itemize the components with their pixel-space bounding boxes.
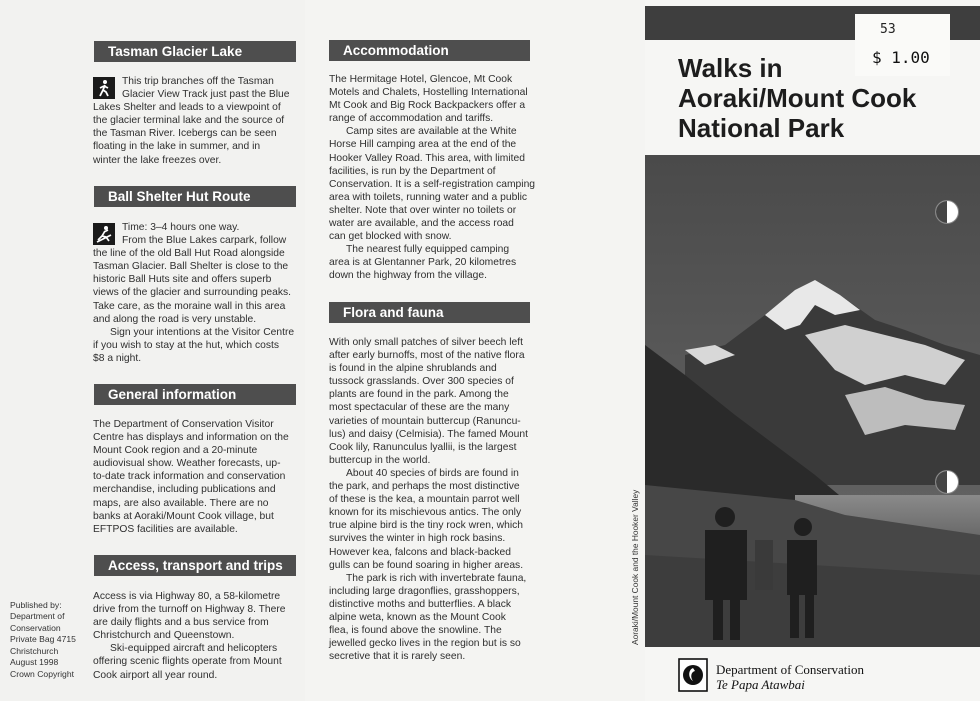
general-line: Mount Cook region and a 20-minute [93,445,258,457]
flora-line: alpine weta, known as the Mount Cook [329,611,506,623]
flora-line: The park is rich with invertebrate fauna, [346,572,527,584]
accommodation-line: facilities, is run by the Department of [329,165,496,177]
ball-heading: Ball Shelter Hut Route [94,186,296,207]
accommodation-line: Horse Hill camping area at the end of the [329,139,517,151]
ball-text [93,221,298,365]
flora-line: flea, is found above the snowline. The [329,625,502,637]
flora-line: With only small patches of silver beech left [329,337,524,348]
flora-line: lus) and daisy (Celmisia). The famed Mount [329,428,528,440]
access-line: Ski-equipped aircraft and helicopters [110,643,278,655]
tasman-line: Glacier View Track just past the Blue [122,89,290,101]
flora-line: is found in the alpine shrublands and [329,363,497,375]
access-line: are daily flights and a bus service from [93,617,269,629]
page-title [678,53,916,143]
flora-line: tussock grasslands. Over 300 species of [329,376,514,388]
tasman-line: winter the lake freezes over. [93,154,222,166]
general-line: banks at Aoraki/Mount Cook village, but [93,510,274,522]
flora-line: the park, and perhaps the most distinctive [329,481,520,493]
flora-line: most spectacular of these are the many [329,402,510,414]
general-line: The Department of Conservation Visitor [93,419,274,430]
title-line: Aoraki/Mount Cook [678,83,917,113]
ball-line: the line of the old Ball Hut Road alongside [93,248,285,260]
org-name: Department of Conservation [716,662,865,677]
flora-line: varieties of mountain buttercup (Ranuncu- [329,415,521,427]
flora-line: distinctive moths and butterflies. A black [329,598,512,610]
ball-line: Sign your intentions at the Visitor Centre [110,326,295,338]
access-line: Cook airport all year round. [93,669,218,681]
publisher-line: Department of [10,611,65,622]
access-text [93,590,301,682]
access-line: offering scenic flights operate from Mount [93,656,282,668]
accommodation-line: area is at Glentanner Park, 20 kilometres [329,257,517,269]
org-maori-name: Te Papa Atawbai [716,677,805,692]
general-line: EFTPOS facilities are available. [93,523,238,535]
accommodation-line: can get blocked with snow. [329,231,452,243]
accommodation-line: water are available, and the access road [329,218,514,230]
access-line: Christchurch and Queenstown. [93,630,235,642]
doc-fern-logo-icon [678,658,708,692]
flora-line: plants are found in the park. Among the [329,389,509,401]
tasman-line: This trip branches off the Tasman [122,76,274,87]
flora-line: secretive that it is rarely seen. [329,651,466,663]
ball-line: if you wish to stay at the hut, which costs [93,339,280,351]
ball-line: $8 a night. [93,352,142,364]
flora-line: gulls can be found soaring in higher areas. [329,559,524,571]
flora-line: of these is the kea, a mountain parrot well [329,494,520,506]
tasman-text [93,75,298,167]
access-line: drive from the turnoff on Highway 8. There [93,604,286,616]
general-line: audiovisual show. Weather forecasts, up- [93,458,281,470]
accommodation-line: The nearest fully equipped camping [346,244,510,256]
general-heading: General information [94,384,296,405]
flora-line: However kea, falcons and black-backed [329,546,512,558]
accommodation-line: Hooker Valley Road. This area, with limited [329,152,525,164]
punch-hole [935,470,959,494]
title-line: National Park [678,113,845,143]
flora-line: true alpine bird is the tiny rock wren, which [329,520,524,532]
tasman-line: floating in the lake in summer, and in [93,141,261,153]
general-line: to-date track information and conservation [93,471,286,483]
general-line: Centre has displays and information on the [93,432,289,444]
publisher-block [10,600,76,668]
publisher-line: Conservation [10,622,61,633]
tasman-line: the glacier terminal lake and the source of [93,115,285,127]
accommodation-line: Conservation. It is a self-registration camping [329,178,536,190]
accommodation-heading: Accommodation [329,40,530,61]
publisher-line: Christchurch [10,645,59,656]
access-line: Access is via Highway 80, a 58-kilometre [93,591,281,602]
photo-caption: Aoraki/Mount Cook and the Hooker Valley [630,489,640,645]
general-line: merchandise, including publications and [93,484,276,496]
flora-line: buttercup in the world. [329,454,431,466]
title-line: Walks in [678,53,783,83]
ball-line: views of the glacier and surrounding peaks. [93,287,292,299]
accommodation-line: Camp sites are available at the White [346,126,517,138]
ball-line: Time: 3–4 hours one way. [122,222,240,233]
ball-line: Tasman Glacier. Ball Shelter is close to the [93,261,289,273]
flora-line: survives the winter in high rock basins. [329,533,506,545]
general-text [93,418,301,536]
tasman-line: Lakes Shelter and leads to a viewpoint of [93,102,281,114]
price-number: 53 [880,22,896,37]
accommodation-line: down the highway from the village. [329,270,487,282]
ball-line: historic Ball Huts site and offers superb [93,274,272,286]
ball-line: Take care, as the moraine wall in this area [93,300,286,312]
punch-hole [935,200,959,224]
flora-heading: Flora and fauna [329,302,530,323]
tasman-heading: Tasman Glacier Lake [94,41,296,62]
flora-line: known for its mischievous antics. The only [329,507,522,519]
general-line: maps, are also available. There are no [93,497,269,509]
accommodation-line: Mt Cook and Big Rock Backpackers offer a [329,100,526,112]
accommodation-line: shelter. Note that over winter no toilets or [329,204,517,216]
flora-text [329,336,541,663]
access-heading: Access, transport and trips [94,555,296,576]
flora-line: after early burnoffs, most of the native flora [329,350,525,362]
walker-icon [93,77,115,99]
ball-line: From the Blue Lakes carpark, follow [122,235,287,247]
flora-line: About 40 species of birds are found in [346,467,519,479]
climber-icon [93,223,115,245]
price-label: $ 1.00 [872,48,930,67]
accommodation-line: area with toilets, running water and a public [329,191,528,203]
ball-line: and along the road is very unstable. [93,313,257,325]
tasman-line: the Tasman River. Icebergs can be seen [93,128,277,140]
accommodation-line: Motels and Chalets, Hostelling International [329,87,528,99]
copyright: Crown Copyright [10,669,74,679]
accommodation-line: The Hermitage Hotel, Glencoe, Mt Cook [329,74,513,85]
flora-line: Cook lily, Ranunculus lyallii, is the largest [329,441,517,453]
flora-line: including large dragonflies, grasshoppers, [329,585,520,597]
publisher-line: Private Bag 4715 [10,634,76,645]
cover-photo [645,155,980,647]
publisher-line: Published by: [10,600,62,610]
accommodation-text [329,73,541,283]
flora-line: jewelled gecko lives in the region but is so [329,638,521,650]
publisher-line: August 1998 [10,657,59,668]
accommodation-line: range of accommodation and tariffs. [329,113,494,125]
